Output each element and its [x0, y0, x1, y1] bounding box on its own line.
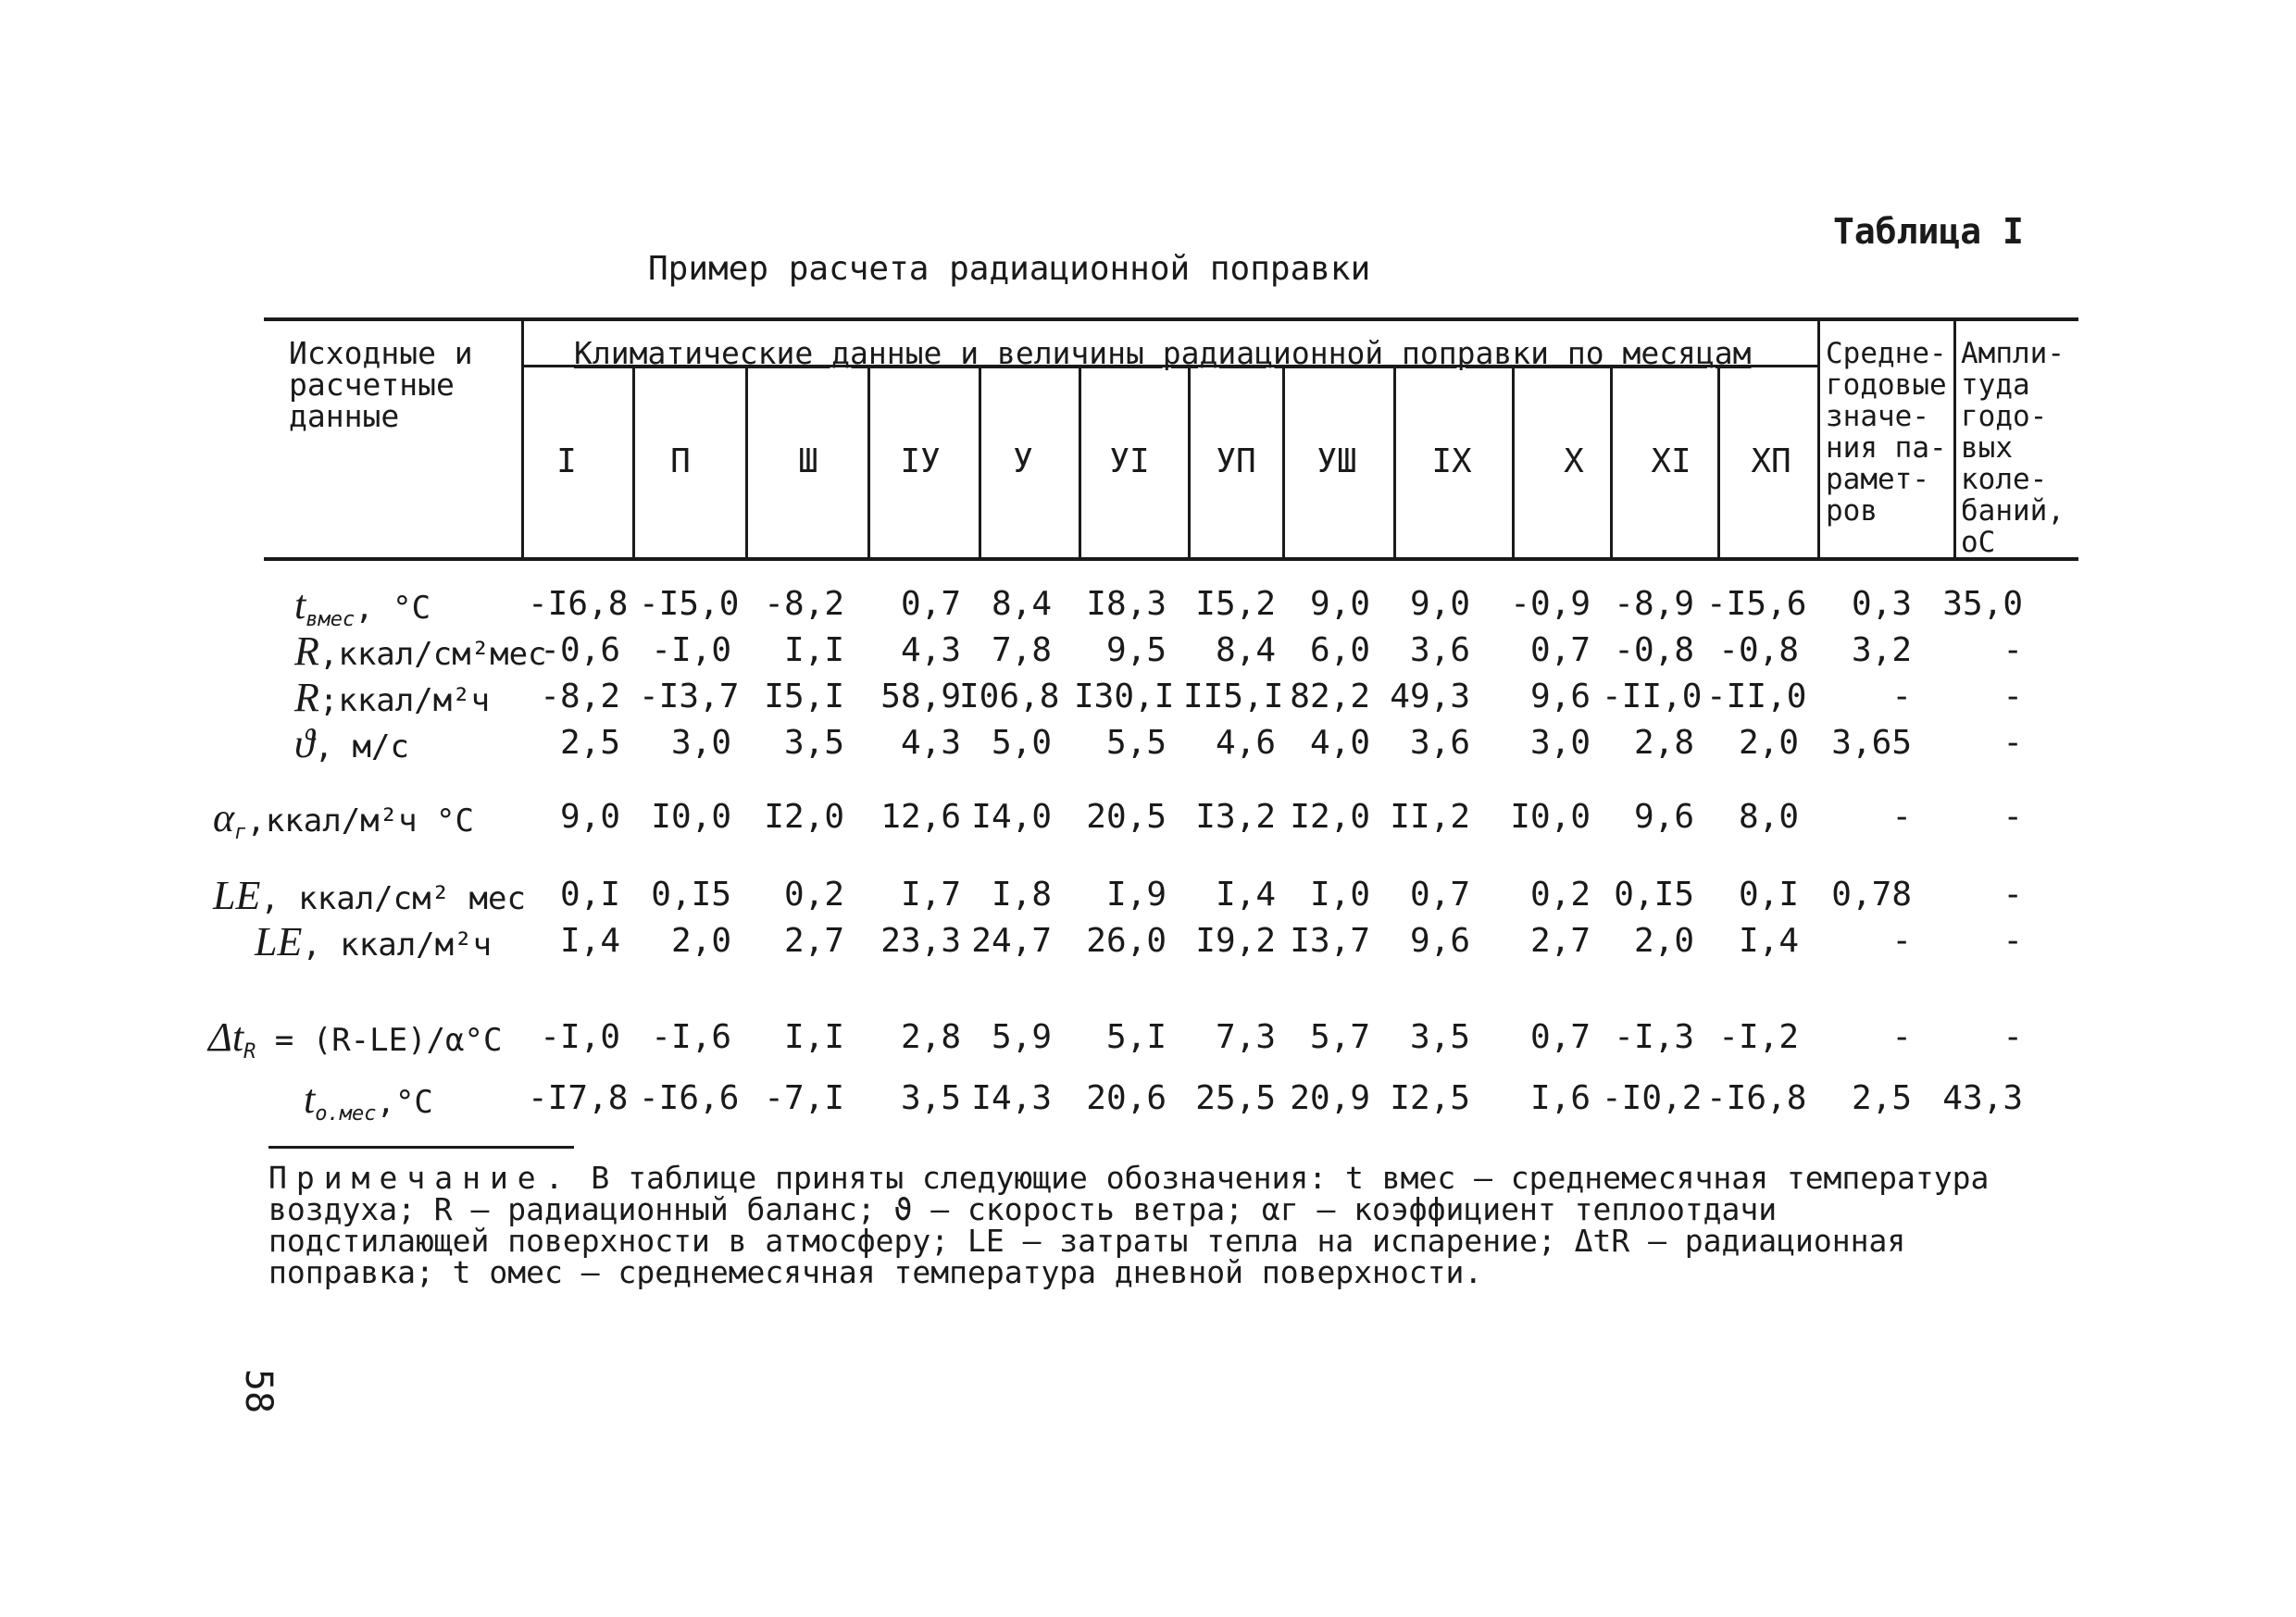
table-cell: -II,0 — [1602, 678, 1703, 715]
table-cell: 2,7 — [783, 922, 844, 960]
table-label: Таблица I — [1833, 211, 2024, 252]
table-cell: 0,I5 — [651, 876, 731, 914]
row-label: R;ккал/м²ч — [294, 675, 491, 720]
month-header: УI — [1109, 442, 1150, 480]
table-cell: 20,6 — [1086, 1079, 1167, 1117]
table-cell: 4,3 — [900, 724, 961, 762]
annual-mean-cell: - — [1891, 798, 1912, 836]
table-cell: 9,6 — [1529, 678, 1591, 715]
header-source-data: Исходные и расчетные данные — [289, 335, 473, 434]
table-cell: 2,5 — [559, 724, 620, 762]
table-cell: 5,5 — [1105, 724, 1167, 762]
table-cell: 2,8 — [1633, 724, 1694, 762]
table-cell: 3,6 — [1409, 724, 1470, 762]
table-cell: I,4 — [559, 922, 620, 960]
row-label: $t_{о.мес},^\circ С$ — [304, 1076, 433, 1126]
table-cell: 2,0 — [1738, 724, 1799, 762]
amplitude-cell: 43,3 — [1942, 1079, 2023, 1117]
table-cell: -I,0 — [651, 631, 731, 669]
table-cell: 0,7 — [1529, 1018, 1591, 1056]
note-heading: Примечание. — [268, 1160, 573, 1196]
note-text: В таблице приняты следующие обозначения: t вмес – среднемесячная температура воздуха; R – радиационный баланс; ϑ – скорость ветра; αг – коэффициент теплоотдачи подстилающей поверхности в атмосферу; LE – затраты тепла на испарение; ΔtR – радиационная поправка; t омес – среднемесячная температура дневной поверхности. — [268, 1160, 1990, 1290]
table-cell: 20,9 — [1290, 1079, 1370, 1117]
table-cell: 3,0 — [670, 724, 731, 762]
table-cell: 0,I — [559, 876, 620, 914]
annual-mean-cell: 0,3 — [1851, 585, 1912, 623]
amplitude-cell: - — [2003, 876, 2023, 914]
table-cell: 8,4 — [1215, 631, 1276, 669]
table-cell: 8,0 — [1738, 798, 1799, 836]
table-cell: II5,I — [1183, 678, 1284, 715]
annual-mean-cell: 3,65 — [1831, 724, 1912, 762]
table-cell: -I,2 — [1718, 1018, 1799, 1056]
table-cell: I,9 — [1105, 876, 1167, 914]
amplitude-cell: - — [2003, 678, 2023, 715]
table-cell: -I0,2 — [1602, 1079, 1703, 1117]
header-annual-mean: Средне- годовые значе- ния па- рамет- ров — [1826, 337, 1947, 528]
table-cell: 7,3 — [1215, 1018, 1276, 1056]
table-cell: 58,9 — [880, 678, 961, 715]
col-divider — [745, 367, 748, 557]
table-note — [268, 1160, 2009, 1290]
row-label: $\alpha_г,ккал$/м²ч °С — [213, 795, 474, 844]
table-cell: 9,6 — [1633, 798, 1694, 836]
table-cell: 3,5 — [1409, 1018, 1470, 1056]
table-cell: 3,5 — [900, 1079, 961, 1117]
table-cell: 2,7 — [1529, 922, 1591, 960]
table-cell: I30,I — [1074, 678, 1175, 715]
header-climate-group: Климатические данные и величины радиационной поправки по месяцам — [574, 335, 1752, 371]
table-cell: I2,0 — [1290, 798, 1370, 836]
row-label: R,ккал/см²мес — [294, 628, 547, 674]
page-number: 58 — [237, 1368, 281, 1414]
table-cell: 26,0 — [1086, 922, 1167, 960]
row-label: ϑ, м/с — [294, 721, 409, 766]
table-cell: I0,0 — [651, 798, 731, 836]
header-bottom-rule — [264, 557, 2078, 561]
col-divider — [1512, 367, 1515, 557]
table-cell: I2,0 — [764, 798, 844, 836]
table-cell: -I,0 — [540, 1018, 620, 1056]
table-cell: 0,7 — [1409, 876, 1470, 914]
amplitude-cell: - — [2003, 1018, 2023, 1056]
table-cell: I,0 — [1309, 876, 1370, 914]
table-top-rule — [264, 317, 2078, 321]
month-header: I — [556, 442, 577, 480]
table-cell: 9,0 — [559, 798, 620, 836]
table-cell: 0,2 — [1529, 876, 1591, 914]
annual-mean-cell: - — [1891, 678, 1912, 715]
table-cell: 82,2 — [1290, 678, 1370, 715]
table-cell: I,I — [783, 1018, 844, 1056]
table-cell: 0,I5 — [1614, 876, 1694, 914]
amplitude-cell: - — [2003, 724, 2023, 762]
table-cell: 4,6 — [1215, 724, 1276, 762]
month-header: IУ — [900, 442, 941, 480]
table-cell: 9,5 — [1105, 631, 1167, 669]
table-cell: -7,I — [764, 1079, 844, 1117]
table-cell: 0,I — [1738, 876, 1799, 914]
table-cell: -0,6 — [540, 631, 620, 669]
table-cell: II,2 — [1390, 798, 1470, 836]
row-label: LE, ккал/м²ч — [255, 919, 493, 964]
month-header: УШ — [1316, 442, 1357, 480]
table-cell: 5,I — [1105, 1018, 1167, 1056]
table-cell: -I6,8 — [1706, 1079, 1807, 1117]
table-cell: -I6,6 — [639, 1079, 740, 1117]
table-cell: 3,0 — [1529, 724, 1591, 762]
table-cell: -I3,7 — [639, 678, 740, 715]
month-header: XП — [1751, 442, 1791, 480]
table-cell: I4,0 — [971, 798, 1052, 836]
month-header: IX — [1431, 442, 1472, 480]
amplitude-cell: 35,0 — [1942, 585, 2023, 623]
table-cell: I,4 — [1738, 922, 1799, 960]
table-cell: I,4 — [1215, 876, 1276, 914]
col-divider — [1817, 317, 1820, 557]
month-header: XI — [1651, 442, 1691, 480]
table-cell: 9,6 — [1409, 922, 1470, 960]
table-cell: 23,3 — [880, 922, 961, 960]
annual-mean-cell: 2,5 — [1851, 1079, 1912, 1117]
table-cell: 6,0 — [1309, 631, 1370, 669]
month-header: Ш — [798, 442, 818, 480]
table-cell: I0,0 — [1510, 798, 1591, 836]
table-cell: 5,7 — [1309, 1018, 1370, 1056]
table-cell: 7,8 — [991, 631, 1052, 669]
month-header: П — [670, 442, 691, 480]
table-cell: -I,3 — [1614, 1018, 1694, 1056]
annual-mean-cell: 0,78 — [1831, 876, 1912, 914]
table-cell: -I5,6 — [1706, 585, 1807, 623]
table-cell: 4,0 — [1309, 724, 1370, 762]
annual-mean-cell: - — [1891, 922, 1912, 960]
table-cell: I06,8 — [959, 678, 1060, 715]
table-cell: I5,I — [764, 678, 844, 715]
table-cell: -II,0 — [1706, 678, 1807, 715]
col-divider — [1953, 317, 1956, 557]
month-header: X — [1564, 442, 1584, 480]
table-cell: -0,8 — [1718, 631, 1799, 669]
table-cell: 0,7 — [900, 585, 961, 623]
table-cell: -I,6 — [651, 1018, 731, 1056]
table-cell: 9,0 — [1309, 585, 1370, 623]
table-cell: 24,7 — [971, 922, 1052, 960]
table-cell: 12,6 — [880, 798, 961, 836]
table-cell: -0,9 — [1510, 585, 1591, 623]
table-cell: 2,0 — [1633, 922, 1694, 960]
table-cell: 49,3 — [1390, 678, 1470, 715]
table-cell: 25,5 — [1195, 1079, 1276, 1117]
table-cell: I2,5 — [1390, 1079, 1470, 1117]
table-cell: I5,2 — [1195, 585, 1276, 623]
annual-mean-cell: - — [1891, 1018, 1912, 1056]
table-cell: 8,4 — [991, 585, 1052, 623]
table-cell: -0,8 — [1614, 631, 1694, 669]
table-cell: -8,2 — [764, 585, 844, 623]
table-cell: 2,8 — [900, 1018, 961, 1056]
table-cell: -I7,8 — [528, 1079, 629, 1117]
amplitude-cell: - — [2003, 631, 2023, 669]
header-amplitude: Ампли- туда годо- вых коле- баний, оС — [1961, 337, 2065, 559]
table-cell: I3,2 — [1195, 798, 1276, 836]
table-title: Пример расчета радиационной поправки — [648, 250, 1371, 288]
annual-mean-cell: 3,2 — [1851, 631, 1912, 669]
table-cell: 0,2 — [783, 876, 844, 914]
row-label: $\Delta t_R = (R-LE)/\alpha^\circ С$ — [208, 1014, 503, 1063]
table-cell: 5,0 — [991, 724, 1052, 762]
table-cell: I,8 — [991, 876, 1052, 914]
month-header: У — [1013, 442, 1033, 480]
table-cell: I,7 — [900, 876, 961, 914]
row-label: $t_{вмес}$, °С — [294, 582, 431, 631]
table-cell: -8,9 — [1614, 585, 1694, 623]
table-cell: 4,3 — [900, 631, 961, 669]
table-cell: 20,5 — [1086, 798, 1167, 836]
table-cell: I,I — [783, 631, 844, 669]
footnote-rule — [268, 1146, 574, 1149]
table-cell: 2,0 — [670, 922, 731, 960]
table-cell: I8,3 — [1086, 585, 1167, 623]
row-label: LE, ккал/см² мес — [213, 873, 526, 918]
month-header: УП — [1216, 442, 1256, 480]
table-cell: I4,3 — [971, 1079, 1052, 1117]
table-cell: 3,5 — [783, 724, 844, 762]
col-divider — [521, 317, 524, 557]
table-cell: 9,0 — [1409, 585, 1470, 623]
table-cell: -I5,0 — [639, 585, 740, 623]
table-cell: -8,2 — [540, 678, 620, 715]
table-cell: I,6 — [1529, 1079, 1591, 1117]
amplitude-cell: - — [2003, 922, 2023, 960]
table-cell: I9,2 — [1195, 922, 1276, 960]
table-cell: 5,9 — [991, 1018, 1052, 1056]
table-cell: 3,6 — [1409, 631, 1470, 669]
table-cell: -I6,8 — [528, 585, 629, 623]
table-cell: 0,7 — [1529, 631, 1591, 669]
table-cell: I3,7 — [1290, 922, 1370, 960]
amplitude-cell: - — [2003, 798, 2023, 836]
